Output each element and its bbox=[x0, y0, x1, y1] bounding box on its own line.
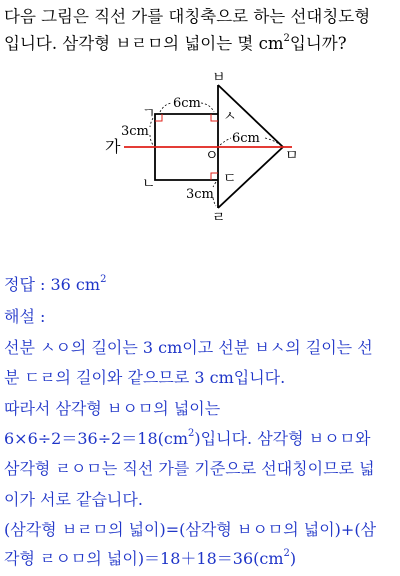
question-text-2a: 입니다. 삼각형 ㅂㄹㅁ의 넓이는 몇 cm bbox=[4, 34, 284, 53]
dim-label-top: 6cm bbox=[173, 96, 201, 111]
explanation-line-6 bbox=[4, 489, 396, 511]
explanation-text-6: 이가 서로 같습니다. bbox=[4, 490, 143, 509]
label-point-o: ㅇ bbox=[205, 148, 219, 164]
answer-value: 36 cm bbox=[50, 275, 101, 294]
explanation-line-3 bbox=[4, 398, 396, 420]
label-point-b: ㅂ bbox=[212, 70, 226, 86]
answer-unit-exponent: 2 bbox=[100, 274, 107, 285]
label-point-g: ㄱ bbox=[142, 106, 156, 122]
label-point-d: ㄷ bbox=[223, 171, 237, 187]
explanation-exponent-4: 2 bbox=[188, 428, 195, 439]
explanation-text-1: 선분 ㅅㅇ의 길이는 3 cm이고 선분 ㅂㅅ의 길이는 선 bbox=[4, 338, 373, 357]
explanation-line-4 bbox=[4, 428, 396, 450]
explanation-exponent-8: 2 bbox=[283, 548, 290, 559]
explanation-text-2: 분 ㄷㄹ의 길이와 같으므로 3 cm입니다. bbox=[4, 368, 286, 387]
figure-diagram bbox=[0, 70, 400, 230]
explanation-line-8 bbox=[4, 548, 396, 570]
question-unit-exponent: 2 bbox=[283, 33, 290, 44]
explanation-label: 해설 : bbox=[4, 307, 46, 326]
explanation-text-8a: 각형 ㄹㅇㅁ의 넓이)＝18＋18＝36(cm bbox=[4, 549, 284, 568]
label-axis-ga: 가 bbox=[105, 137, 121, 156]
label-point-m: ㅁ bbox=[285, 148, 299, 164]
explanation-text-4b: )입니다. 삼각형 ㅂㅇㅁ와 bbox=[194, 429, 371, 448]
label-point-n: ㄴ bbox=[142, 176, 156, 192]
explanation-text-4a: 6×6÷2＝36÷2＝18(cm bbox=[4, 429, 189, 448]
answer-label: 정답 : bbox=[4, 275, 51, 294]
dim-label-bottom: 3cm bbox=[186, 187, 214, 202]
explanation-line-5 bbox=[4, 458, 396, 480]
explanation-line-7 bbox=[4, 519, 396, 541]
explanation-line-2 bbox=[4, 367, 396, 389]
explanation-text-7: (삼각형 ㅂㄹㅁ의 넓이)=(삼각형 ㅂㅇㅁ의 넓이)+(삼 bbox=[4, 520, 377, 539]
explanation-label-line bbox=[4, 306, 396, 328]
label-point-r: ㄹ bbox=[212, 210, 226, 226]
label-point-s: ㅅ bbox=[223, 109, 237, 125]
dim-label-left: 3cm bbox=[121, 124, 149, 139]
right-angle-mark-g bbox=[155, 114, 162, 121]
question-line-2 bbox=[4, 33, 396, 55]
dim-left-guide bbox=[150, 118, 153, 145]
dim-label-mid: 6cm bbox=[232, 131, 260, 146]
question-line-1 bbox=[4, 6, 396, 28]
right-angle-mark-d bbox=[211, 173, 218, 180]
right-angle-mark-s bbox=[211, 114, 218, 121]
question-text-2b: 입니까? bbox=[289, 34, 347, 53]
explanation-line-1 bbox=[4, 337, 396, 359]
explanation-text-8b: ) bbox=[289, 549, 297, 568]
answer-line bbox=[4, 274, 396, 296]
question-text-1: 다음 그림은 직선 가를 대칭축으로 하는 선대칭도형 bbox=[4, 7, 371, 26]
explanation-text-3: 따라서 삼각형 ㅂㅇㅁ의 넓이는 bbox=[4, 399, 221, 418]
explanation-text-5: 삼각형 ㄹㅇㅁ는 직선 가를 기준으로 선대칭이므로 넓 bbox=[4, 459, 375, 478]
upper-rectangle bbox=[155, 114, 218, 147]
